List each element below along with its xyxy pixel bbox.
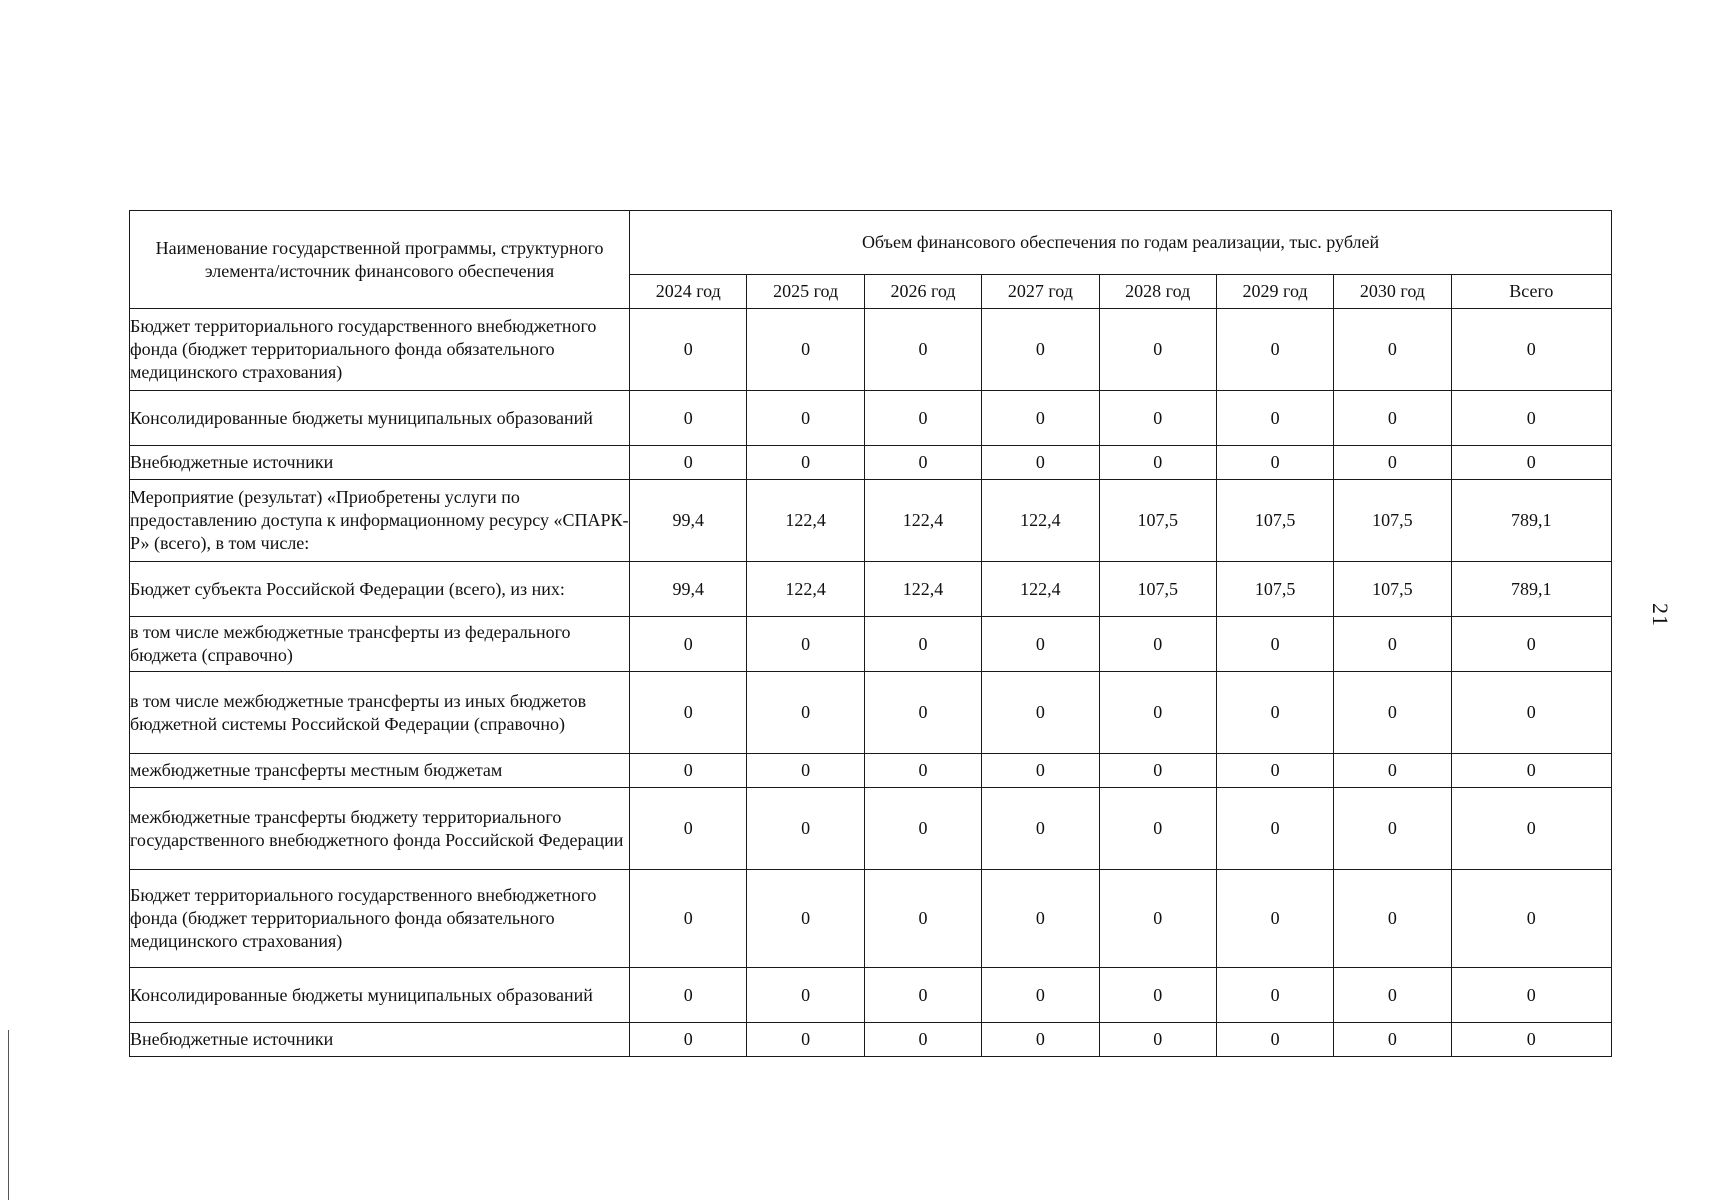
year-value-cell: 0: [1334, 617, 1451, 672]
year-value-cell: 0: [982, 968, 1099, 1023]
year-value-cell: 0: [864, 1023, 981, 1057]
year-value-cell: 0: [630, 672, 747, 754]
row-name-cell: в том числе межбюджетные трансферты из иных бюджетов бюджетной системы Российской Федерации (справочно): [130, 672, 630, 754]
year-value-cell: 0: [982, 1023, 1099, 1057]
year-value-cell: 0: [630, 309, 747, 391]
year-value-cell: 0: [864, 754, 981, 788]
table-row: [130, 309, 1612, 391]
header-year-2027: 2027 год: [982, 275, 1099, 309]
year-value-cell: 0: [1334, 309, 1451, 391]
year-value-cell: 0: [1099, 309, 1216, 391]
table-row: [130, 672, 1612, 754]
year-value-cell: 0: [1334, 391, 1451, 446]
year-value-cell: 0: [1216, 1023, 1333, 1057]
row-name-cell: Бюджет субъекта Российской Федерации (всего), из них:: [130, 562, 630, 617]
page-number: 21: [1648, 603, 1673, 627]
year-value-cell: 122,4: [982, 480, 1099, 562]
year-value-cell: 0: [1334, 672, 1451, 754]
year-value-cell: 0: [630, 870, 747, 968]
year-value-cell: 0: [982, 870, 1099, 968]
year-value-cell: 0: [1099, 754, 1216, 788]
year-value-cell: 0: [1334, 788, 1451, 870]
header-year-2024: 2024 год: [630, 275, 747, 309]
year-value-cell: 122,4: [864, 480, 981, 562]
total-value-cell: 0: [1451, 1023, 1611, 1057]
year-value-cell: 0: [747, 446, 864, 480]
year-value-cell: 99,4: [630, 480, 747, 562]
year-value-cell: 0: [630, 788, 747, 870]
year-value-cell: 0: [982, 788, 1099, 870]
year-value-cell: 0: [747, 309, 864, 391]
table-row: [130, 1023, 1612, 1057]
header-year-2025: 2025 год: [747, 275, 864, 309]
total-value-cell: 0: [1451, 309, 1611, 391]
year-value-cell: 0: [1099, 788, 1216, 870]
row-name-cell: Консолидированные бюджеты муниципальных образований: [130, 391, 630, 446]
header-year-2026: 2026 год: [864, 275, 981, 309]
year-value-cell: 0: [747, 1023, 864, 1057]
year-value-cell: 107,5: [1216, 562, 1333, 617]
year-value-cell: 0: [1099, 672, 1216, 754]
year-value-cell: 0: [864, 617, 981, 672]
row-name-cell: Бюджет территориального государственного внебюджетного фонда (бюджет территориального фонда обязательного медицинского страхования): [130, 870, 630, 968]
table-row: [130, 480, 1612, 562]
year-value-cell: 0: [1334, 446, 1451, 480]
year-value-cell: 0: [864, 870, 981, 968]
financing-table: [129, 210, 1612, 1057]
header-year-2029: 2029 год: [1216, 275, 1333, 309]
year-value-cell: 0: [1216, 788, 1333, 870]
year-value-cell: 0: [1216, 617, 1333, 672]
total-value-cell: 0: [1451, 968, 1611, 1023]
year-value-cell: 0: [1099, 1023, 1216, 1057]
year-value-cell: 0: [864, 672, 981, 754]
row-name-cell: Мероприятие (результат) «Приобретены услуги по предоставлению доступа к информационному ресурсу «СПАРК-Р» (всего), в том числе:: [130, 480, 630, 562]
table-row: [130, 754, 1612, 788]
year-value-cell: 122,4: [747, 480, 864, 562]
year-value-cell: 107,5: [1334, 480, 1451, 562]
year-value-cell: 0: [1216, 672, 1333, 754]
year-value-cell: 99,4: [630, 562, 747, 617]
year-value-cell: 0: [630, 391, 747, 446]
year-value-cell: 0: [1216, 309, 1333, 391]
year-value-cell: 122,4: [747, 562, 864, 617]
year-value-cell: 0: [1334, 968, 1451, 1023]
year-value-cell: 0: [1099, 968, 1216, 1023]
table-row: [130, 968, 1612, 1023]
header-volume-title: Объем финансового обеспечения по годам реализации, тыс. рублей: [630, 211, 1612, 275]
row-name-cell: Внебюджетные источники: [130, 1023, 630, 1057]
table-header: [130, 211, 1612, 309]
year-value-cell: 0: [630, 968, 747, 1023]
year-value-cell: 0: [982, 309, 1099, 391]
year-value-cell: 0: [982, 672, 1099, 754]
year-value-cell: 0: [982, 446, 1099, 480]
year-value-cell: 0: [1334, 1023, 1451, 1057]
total-value-cell: 789,1: [1451, 562, 1611, 617]
total-value-cell: 0: [1451, 672, 1611, 754]
year-value-cell: 0: [747, 617, 864, 672]
year-value-cell: 122,4: [982, 562, 1099, 617]
row-name-cell: в том числе межбюджетные трансферты из федерального бюджета (справочно): [130, 617, 630, 672]
table-row: [130, 788, 1612, 870]
year-value-cell: 0: [864, 309, 981, 391]
year-value-cell: 0: [747, 754, 864, 788]
year-value-cell: 0: [1099, 617, 1216, 672]
total-value-cell: 0: [1451, 446, 1611, 480]
year-value-cell: 0: [982, 754, 1099, 788]
year-value-cell: 0: [864, 968, 981, 1023]
year-value-cell: 0: [747, 870, 864, 968]
year-value-cell: 107,5: [1216, 480, 1333, 562]
table-body: [130, 309, 1612, 1057]
total-value-cell: 0: [1451, 391, 1611, 446]
row-name-cell: Консолидированные бюджеты муниципальных образований: [130, 968, 630, 1023]
year-value-cell: 0: [747, 672, 864, 754]
year-value-cell: 122,4: [864, 562, 981, 617]
year-value-cell: 0: [747, 391, 864, 446]
page-edge-line: [8, 1030, 9, 1200]
total-value-cell: 789,1: [1451, 480, 1611, 562]
year-value-cell: 0: [630, 754, 747, 788]
year-value-cell: 0: [630, 446, 747, 480]
table-row: [130, 446, 1612, 480]
year-value-cell: 0: [864, 391, 981, 446]
year-value-cell: 0: [1099, 870, 1216, 968]
year-value-cell: 107,5: [1334, 562, 1451, 617]
year-value-cell: 0: [864, 788, 981, 870]
row-name-cell: межбюджетные трансферты местным бюджетам: [130, 754, 630, 788]
header-year-2028: 2028 год: [1099, 275, 1216, 309]
year-value-cell: 0: [982, 617, 1099, 672]
row-name-cell: Бюджет территориального государственного внебюджетного фонда (бюджет территориального фонда обязательного медицинского страхования): [130, 309, 630, 391]
year-value-cell: 0: [1216, 446, 1333, 480]
table-row: [130, 617, 1612, 672]
year-value-cell: 0: [1099, 391, 1216, 446]
total-value-cell: 0: [1451, 617, 1611, 672]
table-row: [130, 562, 1612, 617]
year-value-cell: 0: [1334, 870, 1451, 968]
year-value-cell: 0: [1216, 391, 1333, 446]
total-value-cell: 0: [1451, 788, 1611, 870]
year-value-cell: 0: [1216, 968, 1333, 1023]
header-total: Всего: [1451, 275, 1611, 309]
header-year-2030: 2030 год: [1334, 275, 1451, 309]
year-value-cell: 0: [747, 968, 864, 1023]
total-value-cell: 0: [1451, 754, 1611, 788]
year-value-cell: 0: [982, 391, 1099, 446]
year-value-cell: 0: [864, 446, 981, 480]
header-name-column: Наименование государственной программы, структурного элемента/источник финансового обеспечения: [130, 211, 630, 309]
year-value-cell: 0: [1334, 754, 1451, 788]
year-value-cell: 0: [1099, 446, 1216, 480]
year-value-cell: 107,5: [1099, 562, 1216, 617]
year-value-cell: 0: [630, 617, 747, 672]
row-name-cell: межбюджетные трансферты бюджету территориального государственного внебюджетного фонда Российской Федерации: [130, 788, 630, 870]
table-row: [130, 391, 1612, 446]
year-value-cell: 0: [747, 788, 864, 870]
total-value-cell: 0: [1451, 870, 1611, 968]
year-value-cell: 0: [1216, 754, 1333, 788]
table-row: [130, 870, 1612, 968]
year-value-cell: 107,5: [1099, 480, 1216, 562]
year-value-cell: 0: [1216, 870, 1333, 968]
year-value-cell: 0: [630, 1023, 747, 1057]
row-name-cell: Внебюджетные источники: [130, 446, 630, 480]
